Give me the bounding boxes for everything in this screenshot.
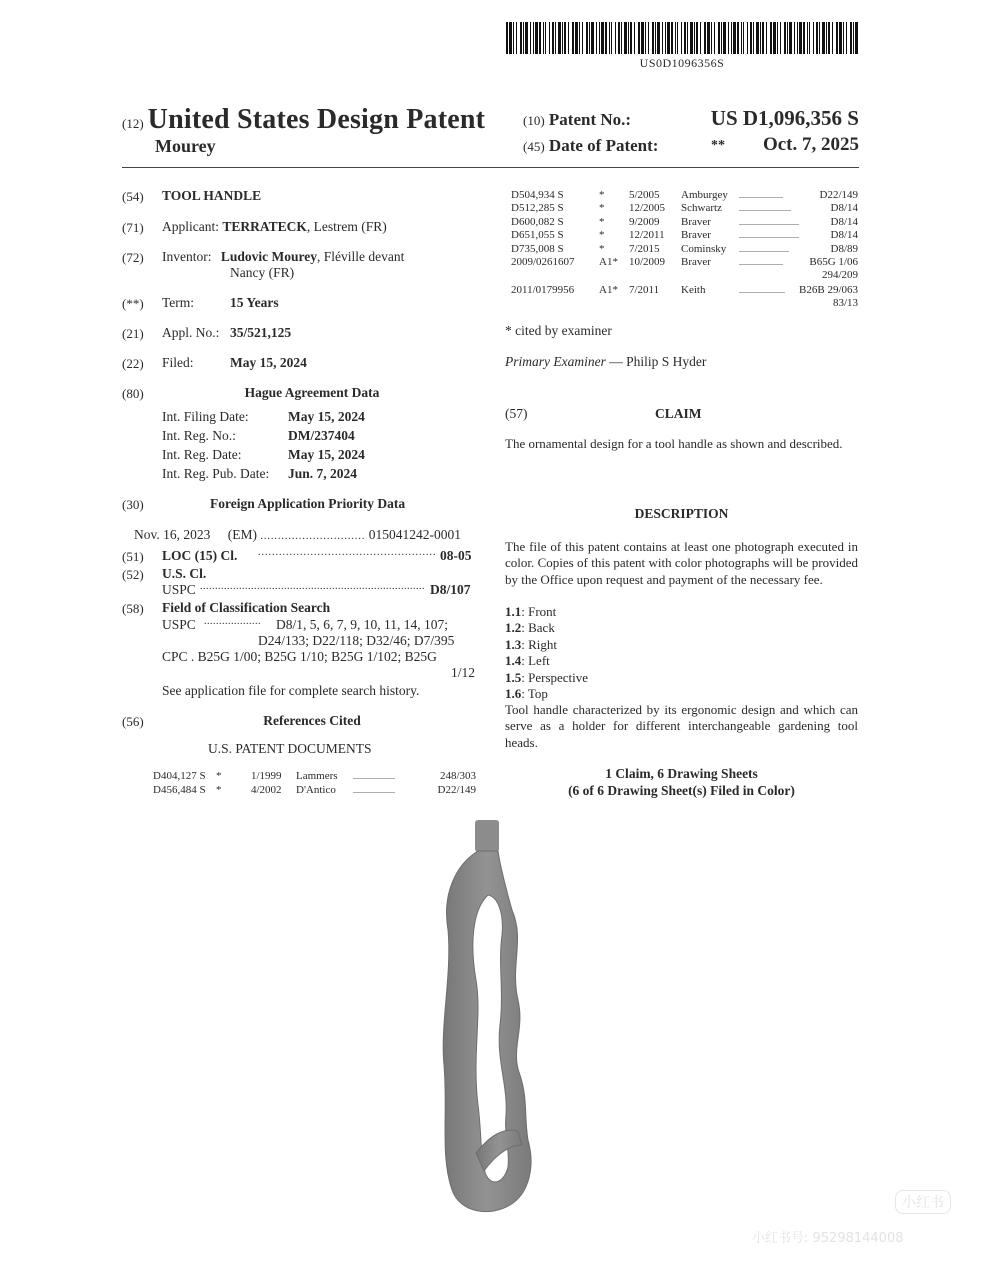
reference-class: D8/14	[830, 229, 858, 242]
field-uspc-dots: ...................	[204, 616, 261, 627]
reference-name: Braver	[681, 256, 711, 268]
inventor-location: , Fléville devant	[317, 249, 405, 264]
view-figure-number: 1.4	[505, 653, 522, 669]
reference-mark: *	[599, 202, 605, 215]
barcode-bar	[665, 22, 666, 54]
claim-heading: CLAIM	[655, 406, 702, 421]
view-item	[505, 653, 550, 669]
view-figure-number: 1.2	[505, 620, 522, 636]
barcode-bar	[605, 22, 607, 54]
claim-text: The ornamental design for a tool handle as shown and described.	[505, 436, 843, 451]
reference-class: D22/149	[819, 189, 858, 201]
barcode-bar	[794, 22, 795, 54]
barcode-bar	[700, 22, 701, 54]
barcode-bar	[718, 22, 720, 54]
barcode-bar	[797, 22, 798, 54]
reference-date: 10/2009	[629, 256, 666, 268]
reference-number: 2011/0179956	[511, 283, 575, 296]
barcode-bar	[714, 22, 715, 54]
field-search-heading: Field of Classification Search	[162, 600, 331, 615]
barcode-bar	[621, 22, 622, 54]
cited-by-examiner: * cited by examiner	[505, 323, 612, 338]
reference-dots: ......................	[739, 258, 783, 267]
field-code-term: (**)	[122, 296, 144, 311]
references-heading: References Cited	[263, 713, 361, 728]
reference-number: D456,484 S	[153, 784, 206, 796]
priority-row	[134, 527, 461, 545]
hague-value: May 15, 2024	[288, 447, 365, 462]
barcode-bar	[690, 22, 693, 54]
barcode-bar	[549, 22, 550, 54]
barcode-bar	[634, 22, 635, 54]
field-code-80: (80)	[122, 386, 144, 401]
applicant-location: , Lestrem (FR)	[306, 219, 387, 234]
barcode-bar	[630, 22, 632, 54]
view-name: : Front	[521, 604, 557, 619]
barcode-bar	[671, 22, 673, 54]
us-cl-value: D8/107	[430, 582, 471, 597]
examiner-label: Primary Examiner	[505, 354, 606, 369]
field-code-30: (30)	[122, 497, 144, 512]
reference-date: 12/2011	[629, 229, 665, 242]
loc-dots: ...................................................	[258, 547, 437, 558]
reference-number: D651,055 S	[511, 229, 564, 242]
reference-dots: ..............................	[739, 231, 799, 241]
barcode-bar	[766, 22, 767, 54]
reference-class: D8/14	[830, 215, 858, 228]
patent-date-row	[523, 136, 859, 156]
barcode-bar	[558, 22, 561, 54]
hague-label: Int. Reg. Pub. Date:	[162, 466, 270, 481]
barcode-bar	[638, 22, 640, 54]
barcode-bar	[675, 22, 676, 54]
hague-heading: Hague Agreement Data	[244, 385, 380, 400]
reference-class-secondary: 294/209	[821, 269, 858, 282]
barcode-bar	[657, 22, 660, 54]
barcode-bar	[762, 22, 764, 54]
hague-value: DM/237404	[288, 428, 355, 443]
priority-heading: Foreign Application Priority Data	[210, 496, 406, 511]
reference-mark: *	[599, 189, 605, 201]
barcode-bar	[816, 22, 818, 54]
barcode-bar	[545, 22, 546, 54]
barcode-bar	[853, 22, 854, 54]
barcode-bar	[750, 22, 752, 54]
barcode-bar	[667, 22, 670, 54]
view-item	[505, 637, 557, 653]
field-uspc-line1: D8/1, 5, 6, 7, 9, 10, 11, 14, 107;	[276, 617, 448, 632]
barcode-bar	[564, 22, 566, 54]
reference-class: D8/14	[830, 202, 858, 215]
reference-name: Keith	[681, 283, 706, 296]
barcode-bar	[780, 22, 781, 54]
barcode-bar	[789, 22, 792, 54]
reference-class: 248/303	[439, 770, 476, 782]
barcode-bar	[826, 22, 827, 54]
date-mark: **	[711, 138, 725, 153]
barcode-bar	[582, 22, 583, 54]
barcode-bar	[611, 22, 612, 54]
barcode-bar	[756, 22, 759, 54]
reference-number: 2009/0261607	[511, 256, 575, 268]
barcode-bar	[753, 22, 754, 54]
term-value: 15 Years	[230, 295, 279, 310]
barcode-bar	[850, 22, 852, 54]
field-code-71: (71)	[122, 220, 144, 235]
hague-label: Int. Reg. Date:	[162, 447, 242, 462]
patent-no-label: Patent No.:	[548, 110, 632, 129]
barcode-bar	[579, 22, 580, 54]
inventor-name: Ludovic Mourey	[220, 249, 318, 264]
reference-name: D'Antico	[296, 784, 336, 796]
barcode-bar	[506, 22, 508, 54]
watermark-id: 小红书号: 95298144008	[752, 1231, 904, 1246]
view-item	[505, 670, 588, 686]
date-code: (45)	[523, 139, 545, 154]
barcode-bar	[707, 22, 710, 54]
reference-number: D512,285 S	[511, 202, 564, 215]
reference-number: D600,082 S	[511, 215, 564, 228]
patent-number-row	[523, 106, 859, 130]
patent-date: Oct. 7, 2025	[762, 134, 859, 155]
filed-label: Filed:	[162, 355, 194, 370]
reference-dots: ..............................	[739, 217, 799, 227]
view-name: : Perspective	[521, 669, 589, 685]
barcode-bar	[760, 22, 761, 54]
reference-name: Braver	[681, 215, 711, 228]
barcode-bar	[704, 22, 706, 54]
barcode	[506, 22, 858, 54]
reference-class: B26B 29/063	[799, 283, 858, 296]
barcode-bar	[645, 22, 646, 54]
inventor	[162, 249, 404, 265]
reference-name: Amburgey	[681, 189, 728, 201]
barcode-bar	[562, 22, 563, 54]
hague-label: Int. Filing Date:	[162, 409, 249, 424]
view-figure-number: 1.6	[505, 686, 522, 701]
barcode-bar	[819, 22, 820, 54]
field-uspc-label: USPC	[162, 617, 196, 632]
date-label: Date of Patent:	[548, 136, 659, 155]
barcode-bar	[741, 22, 742, 54]
field-cpc-line2: 1/12	[451, 665, 476, 680]
barcode-bar	[523, 22, 524, 54]
barcode-bar	[516, 22, 517, 54]
barcode-bar	[535, 22, 538, 54]
handle-tip	[475, 820, 499, 852]
barcode-bar	[655, 22, 656, 54]
reference-mark: *	[599, 215, 605, 228]
barcode-bar	[648, 22, 649, 54]
reference-class-secondary: 83/13	[832, 297, 858, 310]
reference-class: D8/89	[830, 242, 858, 255]
view-item	[505, 604, 556, 620]
reference-dots: ......................	[739, 191, 783, 200]
barcode-bar	[589, 22, 590, 54]
barcode-bar	[777, 22, 778, 54]
reference-mark: *	[599, 242, 605, 255]
field-code-51: (51)	[122, 549, 144, 564]
barcode-bar	[828, 22, 830, 54]
field-cpc-line1: CPC . B25G 1/00; B25G 1/10; B25G 1/102; B25G	[162, 649, 437, 664]
barcode-bar	[513, 22, 514, 54]
field-code-21: (21)	[122, 326, 144, 341]
barcode-bar	[843, 22, 844, 54]
barcode-bar	[809, 22, 810, 54]
barcode-bar	[855, 22, 858, 54]
barcode-bar	[711, 22, 712, 54]
reference-dots: .....................	[353, 772, 395, 781]
reference-mark: A1*	[599, 256, 618, 268]
view-item	[505, 686, 548, 702]
barcode-bar	[677, 22, 678, 54]
reference-date: 7/2015	[629, 242, 660, 255]
us-cl-dots: ...........................................................................	[200, 581, 425, 592]
barcode-bar	[799, 22, 802, 54]
kind-code: (12)	[122, 116, 144, 131]
barcode-bar	[728, 22, 729, 54]
view-name: : Left	[521, 653, 550, 669]
barcode-bar	[733, 22, 736, 54]
barcode-bar	[601, 22, 604, 54]
reference-dots: .....................	[353, 786, 395, 795]
barcode-bar	[846, 22, 847, 54]
us-cl-label: U.S. Cl.	[162, 566, 207, 581]
appl-no-value: 35/521,125	[230, 325, 292, 340]
view-figure-number: 1.5	[505, 669, 522, 685]
applicant-name: TERRATECK	[222, 219, 307, 234]
barcode-bar	[586, 22, 588, 54]
barcode-bar	[839, 22, 842, 54]
reference-name: Braver	[681, 229, 711, 242]
view-name: : Right	[521, 636, 558, 652]
barcode-bar	[696, 22, 698, 54]
barcode-bar	[832, 22, 833, 54]
reference-mark: *	[216, 770, 222, 782]
field-uspc-line2: D24/133; D22/118; D32/46; D7/395	[258, 633, 455, 648]
barcode-bar	[624, 22, 627, 54]
reference-dots: .......................	[739, 285, 785, 295]
patent-title: United States Design Patent	[147, 104, 486, 135]
inventor-location-2: Nancy (FR)	[230, 265, 295, 280]
barcode-bar	[770, 22, 772, 54]
reference-date: 1/1999	[251, 770, 282, 782]
barcode-bar	[575, 22, 578, 54]
us-patent-documents-heading: U.S. PATENT DOCUMENTS	[208, 741, 372, 756]
view-item	[505, 620, 555, 636]
barcode-bar	[618, 22, 620, 54]
loc-value: 08-05	[440, 548, 472, 563]
reference-name: Schwartz	[681, 202, 722, 215]
header-divider	[122, 167, 859, 168]
field-code-72: (72)	[122, 250, 144, 265]
barcode-bar	[525, 22, 528, 54]
field-code-56: (56)	[122, 714, 144, 729]
reference-date: 9/2009	[629, 215, 660, 228]
reference-dots: ..........................	[739, 204, 791, 214]
reference-date: 7/2011	[629, 283, 660, 296]
barcode-bar	[743, 22, 744, 54]
claims-sheets-count: 1 Claim, 6 Drawing Sheets	[605, 766, 758, 781]
color-sheets-note: (6 of 6 Drawing Sheet(s) Filed in Color)	[568, 783, 795, 798]
field-code-22: (22)	[122, 356, 144, 371]
priority-country: (EM)	[227, 527, 257, 542]
view-name: : Back	[521, 620, 555, 636]
reference-name: Lammers	[296, 770, 338, 782]
inventor-label: Inventor:	[162, 249, 212, 264]
reference-class: D22/149	[437, 784, 476, 796]
reference-mark: *	[599, 229, 605, 242]
hague-value: Jun. 7, 2024	[288, 466, 358, 481]
barcode-bar	[609, 22, 610, 54]
handle-body	[443, 851, 531, 1212]
patent-number: US D1,096,356 S	[710, 106, 859, 130]
tool-handle-drawing	[400, 815, 600, 1225]
barcode-bar	[813, 22, 814, 54]
filed-value: May 15, 2024	[230, 355, 307, 370]
barcode-bar	[533, 22, 534, 54]
patent-no-code: (10)	[523, 113, 545, 128]
description-heading: DESCRIPTION	[634, 506, 729, 521]
appl-no-label: Appl. No.:	[162, 325, 220, 340]
barcode-bar	[509, 22, 512, 54]
barcode-bar	[530, 22, 531, 54]
hague-label: Int. Reg. No.:	[162, 428, 236, 443]
barcode-bar	[787, 22, 788, 54]
barcode-bar	[543, 22, 544, 54]
reference-class: B65G 1/06	[809, 256, 858, 268]
applicant	[162, 219, 387, 235]
reference-mark: *	[216, 784, 222, 796]
term-label: Term:	[162, 295, 195, 310]
barcode-bar	[803, 22, 805, 54]
barcode-bar	[591, 22, 594, 54]
field-code-54: (54)	[122, 189, 144, 204]
view-figure-number: 1.1	[505, 604, 522, 619]
barcode-bar	[615, 22, 616, 54]
reference-date: 12/2005	[629, 202, 666, 215]
barcode-bar	[836, 22, 838, 54]
barcode-bar	[539, 22, 541, 54]
barcode-bar	[520, 22, 522, 54]
barcode-number: US0D1096356S	[639, 56, 725, 70]
barcode-bar	[723, 22, 726, 54]
reference-mark: A1*	[599, 283, 618, 296]
barcode-bar	[641, 22, 644, 54]
field-code-58: (58)	[122, 601, 144, 616]
hague-value: May 15, 2024	[288, 409, 365, 424]
reference-number: D504,934 S	[511, 189, 564, 201]
barcode-bar	[747, 22, 748, 54]
field-code-52: (52)	[122, 567, 144, 582]
barcode-bar	[596, 22, 597, 54]
patent-title-block	[122, 104, 485, 136]
description-closing: Tool handle characterized by its ergonomic design and which can serve as a holder for different interchangeable gardening tool heads.	[505, 702, 858, 750]
barcode-bar	[599, 22, 600, 54]
design-title: TOOL HANDLE	[162, 188, 262, 203]
view-name: : Top	[521, 686, 548, 701]
inventor-surname: Mourey	[155, 136, 216, 156]
reference-date: 5/2005	[629, 189, 660, 201]
loc-label: LOC (15) Cl.	[162, 548, 238, 563]
priority-number: 015041242-0001	[368, 527, 461, 542]
barcode-bar	[684, 22, 686, 54]
barcode-bar	[572, 22, 574, 54]
examiner-name: — Philip S Hyder	[609, 354, 707, 369]
applicant-label: Applicant:	[162, 219, 219, 234]
barcode-bar	[555, 22, 556, 54]
barcode-bar	[807, 22, 808, 54]
barcode-bar	[628, 22, 629, 54]
barcode-bar	[681, 22, 682, 54]
reference-number: D735,008 S	[511, 242, 564, 255]
watermark-logo: 小红书	[895, 1190, 951, 1214]
barcode-bar	[662, 22, 663, 54]
barcode-bar	[687, 22, 688, 54]
barcode-bar	[731, 22, 732, 54]
barcode-bar	[694, 22, 695, 54]
barcode-bar	[773, 22, 776, 54]
us-cl-uspc: USPC	[162, 582, 196, 597]
priority-dots: ..............................	[260, 531, 366, 542]
reference-date: 4/2002	[251, 784, 282, 796]
search-history-note: See application file for complete search history.	[162, 683, 420, 698]
view-figure-number: 1.3	[505, 636, 522, 652]
description-intro: The file of this patent contains at least one photograph executed in color. Copies of this patent with color photographs will be provided by the Office upon request and payment of the necessary fee.	[505, 539, 858, 587]
barcode-bar	[721, 22, 722, 54]
reference-dots: .........................	[739, 244, 789, 254]
priority-date: Nov. 16, 2023	[134, 527, 211, 542]
reference-number: D404,127 S	[153, 770, 206, 782]
primary-examiner	[505, 354, 706, 370]
field-code-57: (57)	[505, 406, 528, 421]
reference-name: Cominsky	[681, 242, 727, 255]
barcode-bar	[822, 22, 825, 54]
barcode-bar	[737, 22, 739, 54]
barcode-bar	[784, 22, 786, 54]
barcode-bar	[568, 22, 569, 54]
barcode-bar	[652, 22, 654, 54]
barcode-bar	[552, 22, 554, 54]
